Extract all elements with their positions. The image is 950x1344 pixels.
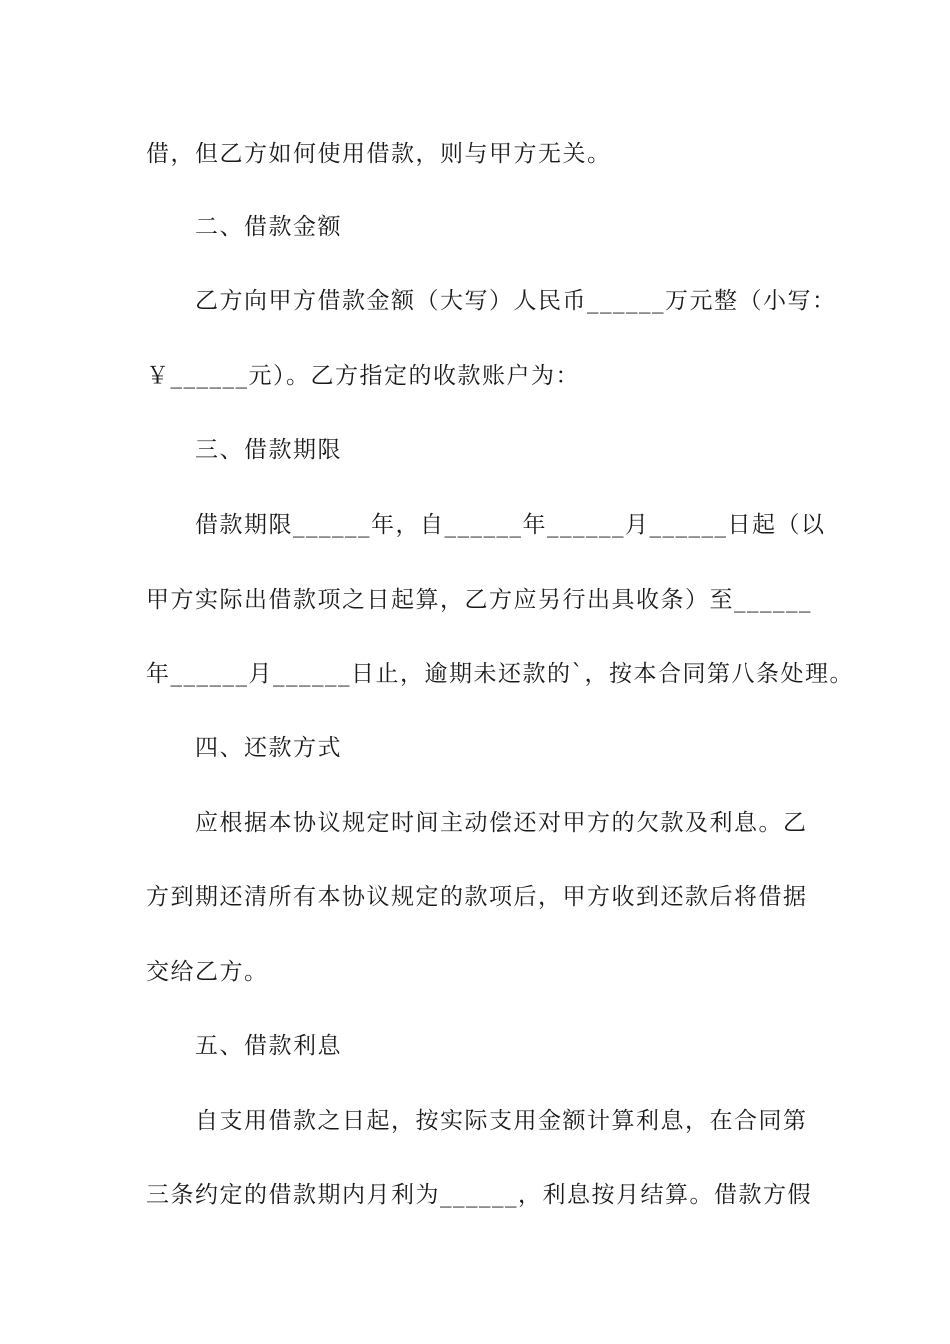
paragraph-line: 方到期还清所有本协议规定的款项后，甲方收到还款后将借据 <box>146 884 808 910</box>
section-heading-repayment-method: 四、还款方式 <box>195 735 342 761</box>
section-heading-loan-interest: 五、借款利息 <box>195 1033 342 1059</box>
section-heading-loan-amount: 二、借款金额 <box>195 214 342 240</box>
paragraph-line: 借款期限______年，自______年______月______日起（以 <box>195 512 826 538</box>
paragraph-line: ￥______元）。乙方指定的收款账户为： <box>146 363 580 389</box>
paragraph-line: 三条约定的借款期内月利为______，利息按月结算。借款方假 <box>146 1182 812 1208</box>
paragraph-line: 甲方实际出借款项之日起算，乙方应另行出具收条）至______ <box>146 587 812 613</box>
paragraph-line: 借，但乙方如何使用借款，则与甲方无关。 <box>146 141 612 167</box>
paragraph-line: 年______月______日止，逾期未还款的`，按本合同第八条处理。 <box>146 661 854 687</box>
paragraph-line: 乙方向甲方借款金额（大写）人民币______万元整（小写： <box>195 288 837 314</box>
section-heading-loan-term: 三、借款期限 <box>195 437 342 463</box>
paragraph-line: 应根据本协议规定时间主动偿还对甲方的欠款及利息。乙 <box>195 810 808 836</box>
paragraph-line: 自支用借款之日起，按实际支用金额计算利息，在合同第 <box>195 1108 808 1134</box>
paragraph-line: 交给乙方。 <box>146 959 269 985</box>
